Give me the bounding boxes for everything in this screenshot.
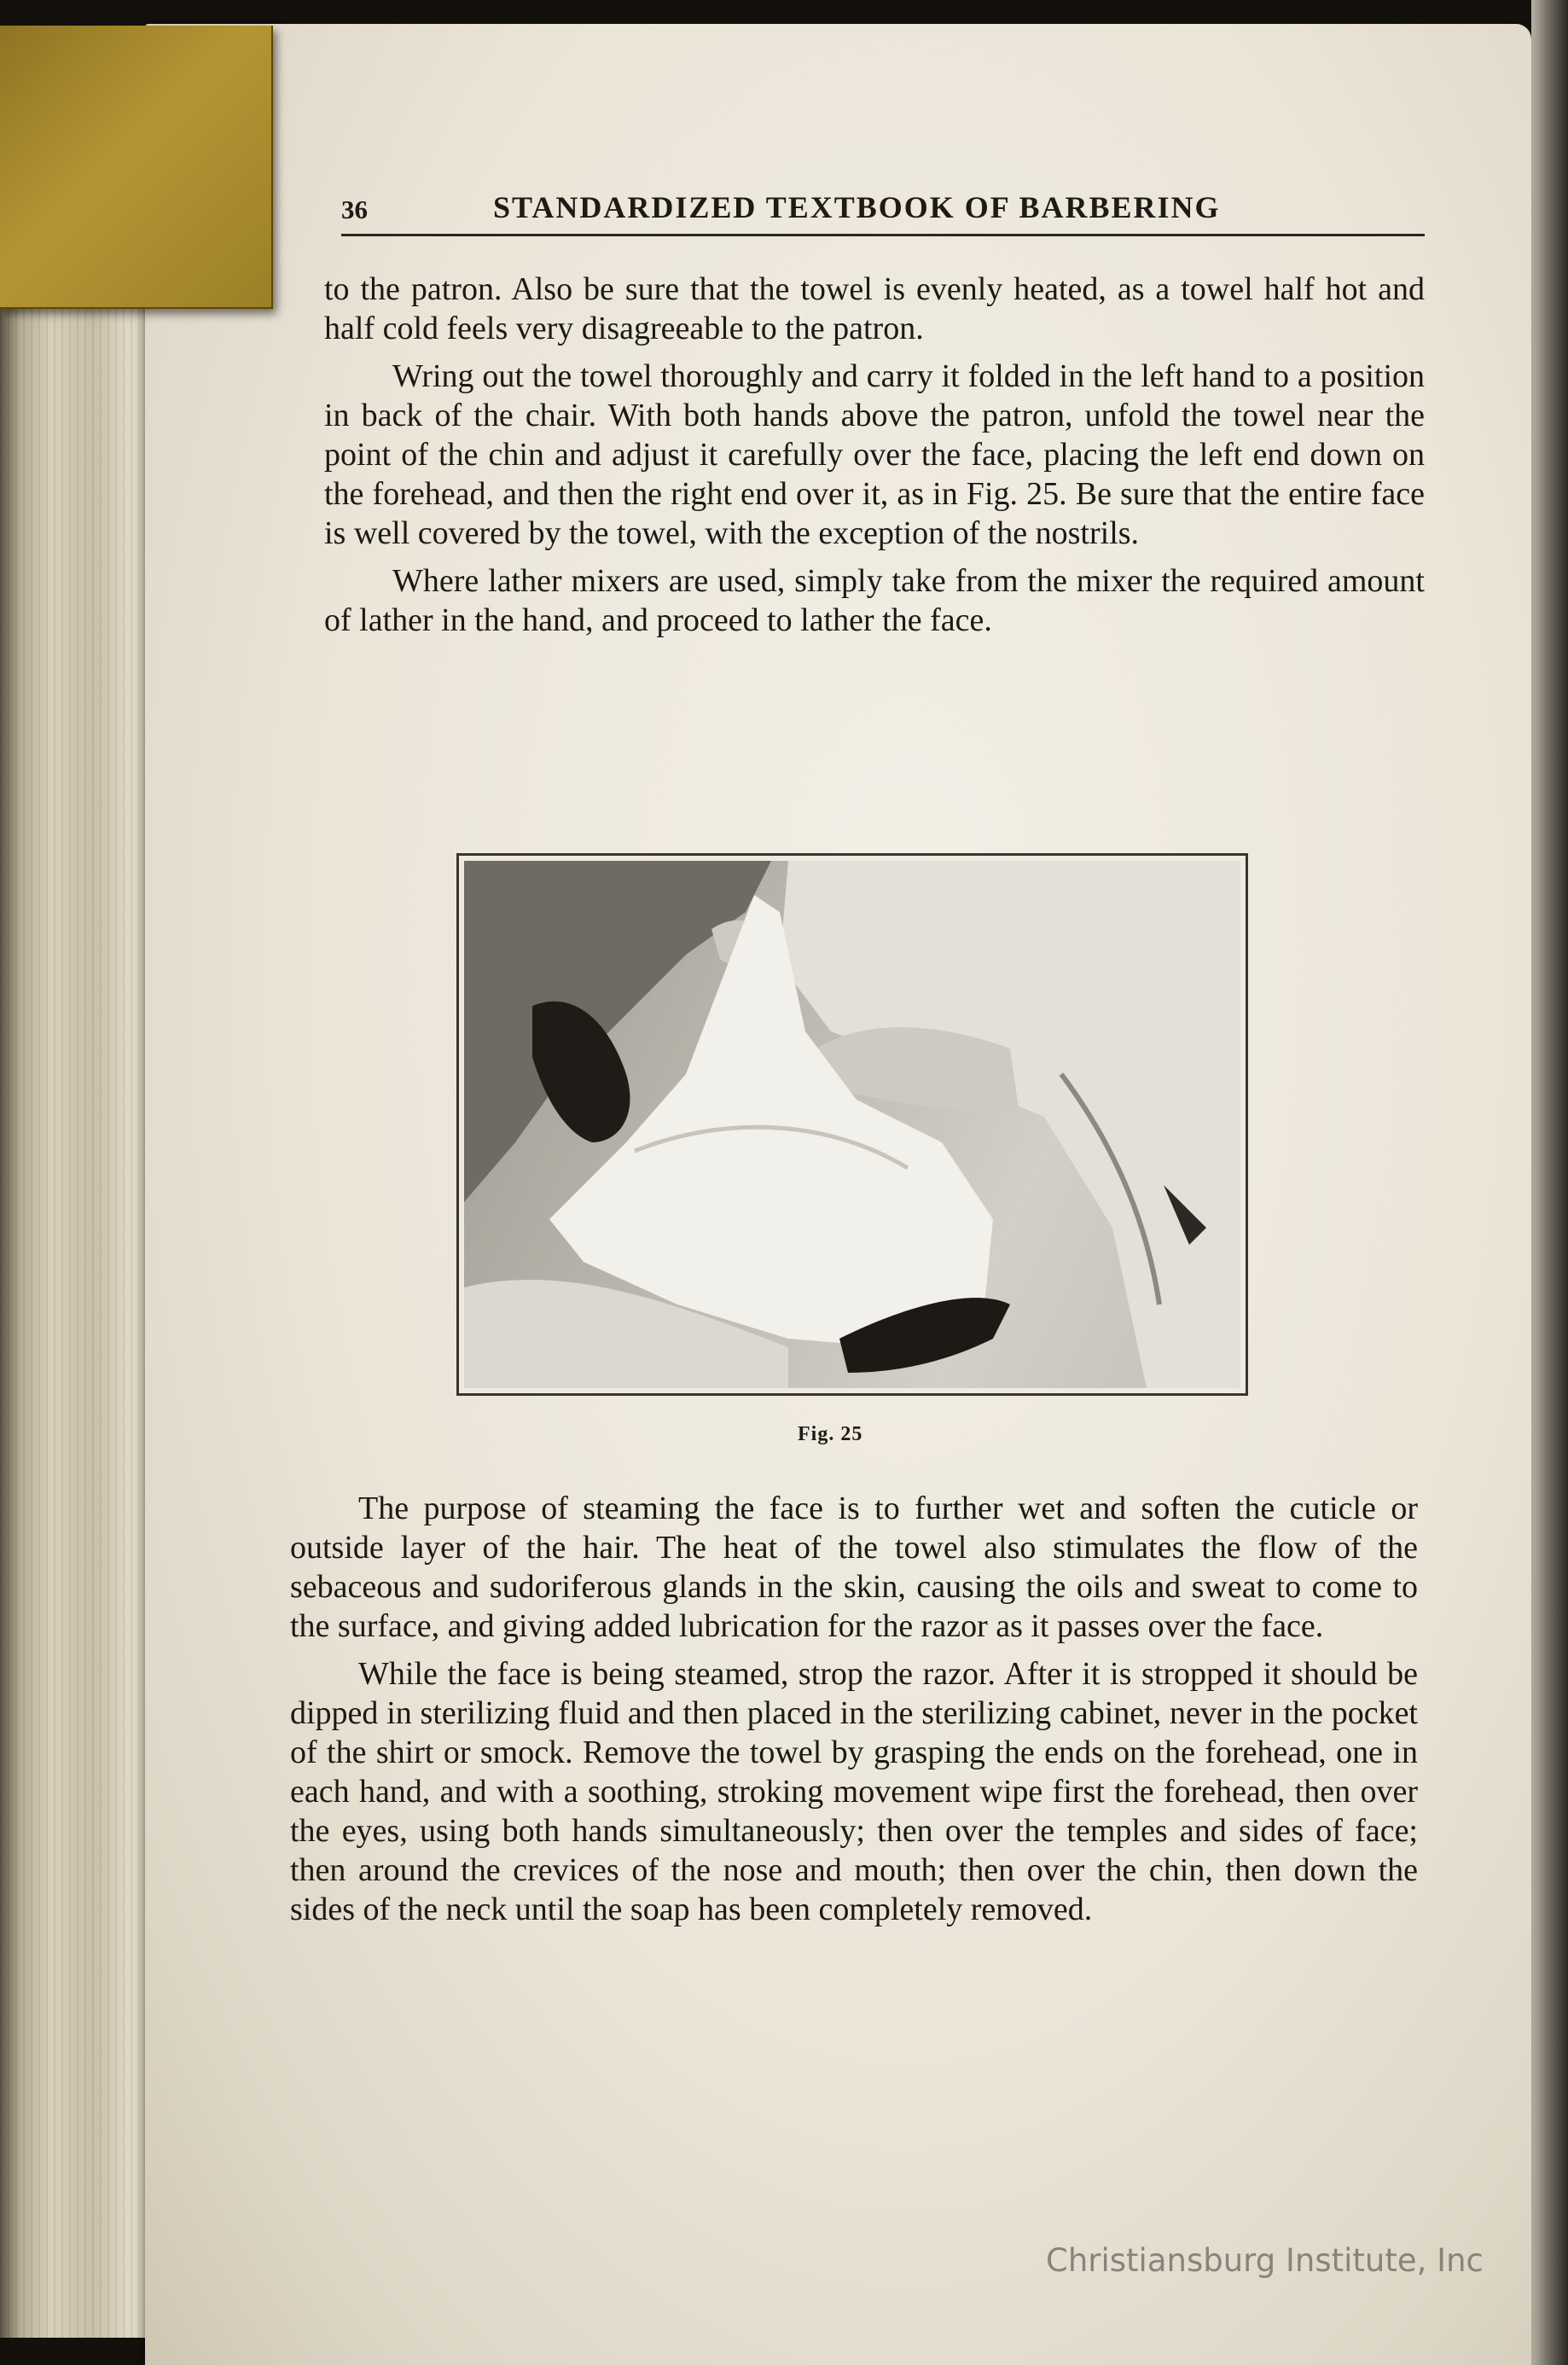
- figure-photo-frame: [456, 853, 1248, 1396]
- paragraph: Where lather mixers are used, simply take from the mixer the required amount of lather in the hand, and proceed to lather the face.: [324, 563, 1425, 638]
- watermark: Christiansburg Institute, Inc: [1046, 2242, 1484, 2279]
- paragraph: to the patron. Also be sure that the towel is evenly heated, as a towel half hot and half cold feels very disagreeable to the patron.: [324, 271, 1425, 346]
- running-title: STANDARDIZED TEXTBOOK OF BARBERING: [493, 190, 1221, 224]
- body-text-bottom: [290, 1489, 1418, 1938]
- book-right-edge: [1531, 0, 1568, 2365]
- figure-photo: [464, 861, 1240, 1388]
- gold-bookmark-tab: [0, 26, 273, 309]
- running-head: [341, 189, 1425, 236]
- paragraph: The purpose of steaming the face is to further wet and soften the cuticle or outside layer of the hair. The heat of the towel also stimulates the flow of the sebaceous and sudoriferous glands in the skin, causing the oils and sweat to come to the surface, and giving added lubrication for the razor as it passes over the face.: [290, 1490, 1418, 1644]
- photo-illustration: [464, 861, 1240, 1388]
- paragraph: While the face is being steamed, strop the razor. After it is stropped it should be dipped in sterilizing fluid and then placed in the sterilizing cabinet, never in the pocket of the shirt or smock. Remove the towel by grasping the ends on the forehead, one in each hand, and with a soothing, stroking movement wipe first the forehead, then over the eyes, using both hands simultaneously; then over the temples and sides of face; then around the crevices of the nose and mouth; then over the chin, then down the sides of the neck until the soap has been completely removed.: [290, 1656, 1418, 1927]
- body-text-top: [324, 270, 1425, 648]
- page-number: 36: [341, 195, 368, 224]
- figure-caption: Fig. 25: [798, 1423, 863, 1445]
- paragraph: Wring out the towel thoroughly and carry it folded in the left hand to a position in back of the chair. With both hands above the patron, unfold the towel near the point of the chin and adjust it carefully over the face, placing the left end down on the forehead, and then the right end over it, as in Fig. 25. Be sure that the entire face is well covered by the towel, with the exception of the nostrils.: [324, 358, 1425, 551]
